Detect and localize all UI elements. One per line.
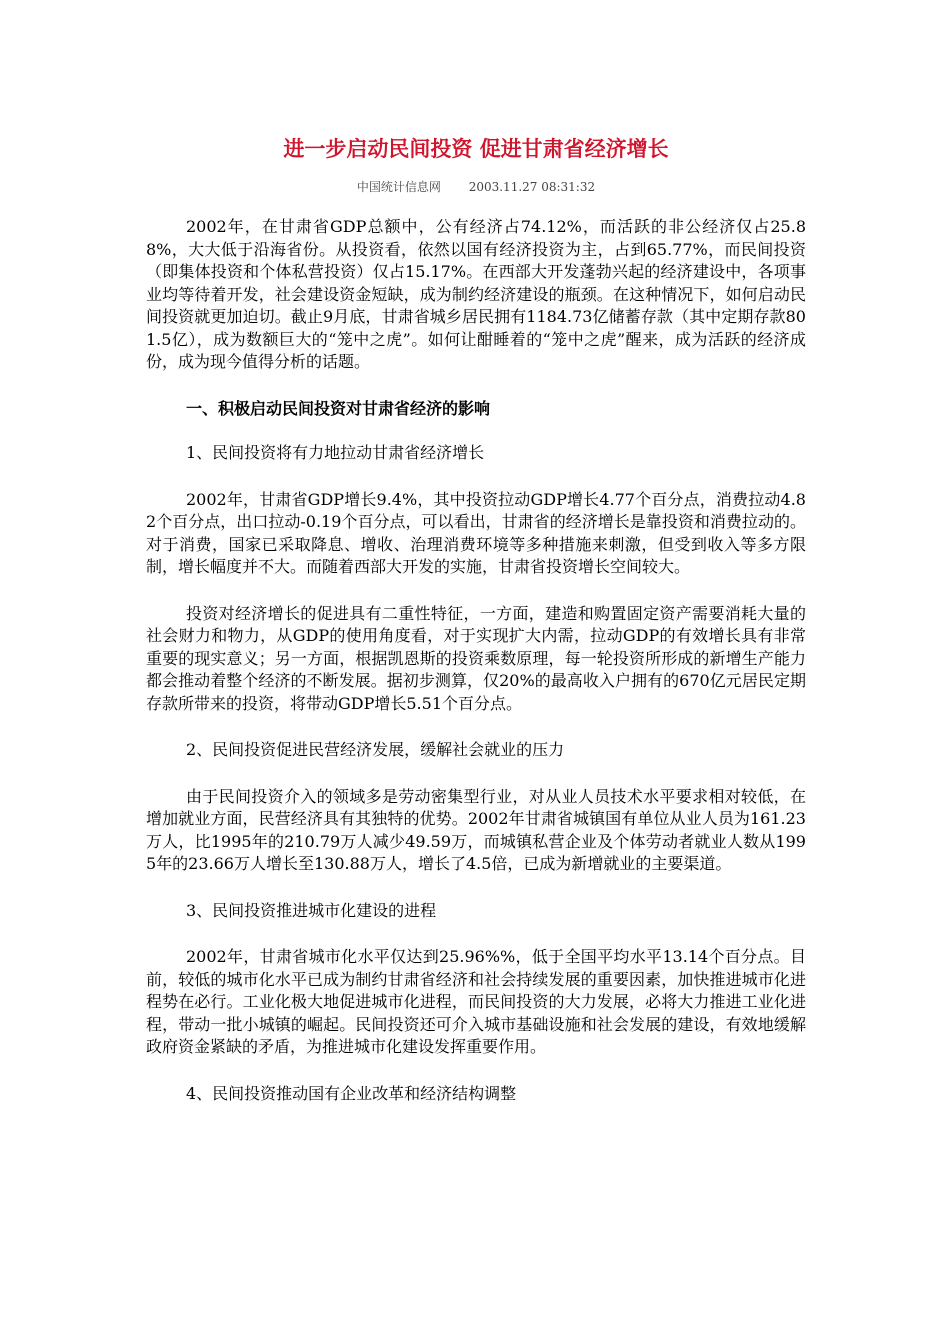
section-heading-1: 一、积极启动民间投资对甘肃省经济的影响 — [186, 398, 491, 418]
paragraph-1-2: 投资对经济增长的促进具有二重性特征，一方面，建造和购置固定资产需要消耗大量的社会财力和物力，从GDP的使用角度看，对于实现扩大内需，拉动GDP的有效增长具有非常重要的现实意义；另一方面，根据凯恩斯的投资乘数原理，每一轮投资所形成的新增生产能力都会推动着整个经济的不断发展。据初步测算，仅20%的最高收入户拥有的670亿元居民定期存款所带来的投资，将带动GDP增长5.51个百分点。 — [146, 603, 806, 713]
subsection-heading-2: 2、民间投资促进民营经济发展，缓解社会就业的压力 — [186, 740, 565, 759]
subsection-heading-3: 3、民间投资推进城市化建设的进程 — [186, 900, 437, 920]
article-title: 进一步启动民间投资 促进甘肃省经济增长 — [283, 137, 669, 161]
paragraph-3-1: 2002年，甘肃省城市化水平仅达到25.96%%，低于全国平均水平13.14个百分点。目前，较低的城市化水平已成为制约甘肃省经济和社会持续发展的重要因素，加快推进城市化进程势在必行。工业化极大地促进城市化进程，而民间投资的大力发展，必将大力推进工业化进程，带动一批小城镇的崛起。民间投资还可介入城市基础设施和社会发展的建设，有效地缓解政府资金紧缺的矛盾，为推进城市化建设发挥重要作用。 — [146, 947, 806, 1056]
article-body — [146, 216, 806, 1129]
paragraph-2-1: 由于民间投资介入的领域多是劳动密集型行业，对从业人员技术水平要求相对较低，在增加就业方面，民营经济具有其独特的优势。2002年甘肃省城镇国有单位从业人员为161.23万人，比1995年的210.79万人减少49.59万，而城镇私营企业及个体劳动者就业人数从1995年的23.66万人增长至130.88万人，增长了4.5倍，已成为新增就业的主要渠道。 — [146, 786, 806, 873]
paragraph-1-1: 2002年，甘肃省GDP增长9.4%，其中投资拉动GDP增长4.77个百分点，消费拉动4.82个百分点，出口拉动-0.19个百分点，可以看出，甘肃省的经济增长是靠投资和消费拉动的。对于消费，国家已采取降息、增收、治理消费环境等多种措施来刺激，但受到收入等多方限制，增长幅度并不大。而随着西部大开发的实施，甘肃省投资增长空间较大。 — [146, 489, 806, 576]
article-source: 中国统计信息网 — [356, 180, 441, 194]
intro-paragraph: 2002年，在甘肃省GDP总额中，公有经济占74.12%，而活跃的非公经济仅占25.88%，大大低于沿海省份。从投资看，依然以国有经济投资为主，占到65.77%，而民间投资（即集体投资和个体私营投资）仅占15.17%。在西部大开发蓬勃兴起的经济建设中，各项事业均等待着开发，社会建设资金短缺，成为制约经济建设的瓶颈。在这种情况下，如何启动民间投资就更加迫切。截止9月底，甘肃省城乡居民拥有1184.73亿储蓄存款（其中定期存款801.5亿），成为数额巨大的“笼中之虎”。如何让酣睡着的“笼中之虎”醒来，成为活跃的经济成份，成为现今值得分析的话题。 — [146, 217, 806, 371]
article-meta — [146, 178, 806, 196]
subsection-heading-1: 1、民间投资将有力地拉动甘肃省经济增长 — [186, 443, 485, 462]
subsection-heading-4: 4、民间投资推动国有企业改革和经济结构调整 — [186, 1083, 517, 1103]
article-datetime: 2003.11.27 08:31:32 — [468, 180, 596, 194]
